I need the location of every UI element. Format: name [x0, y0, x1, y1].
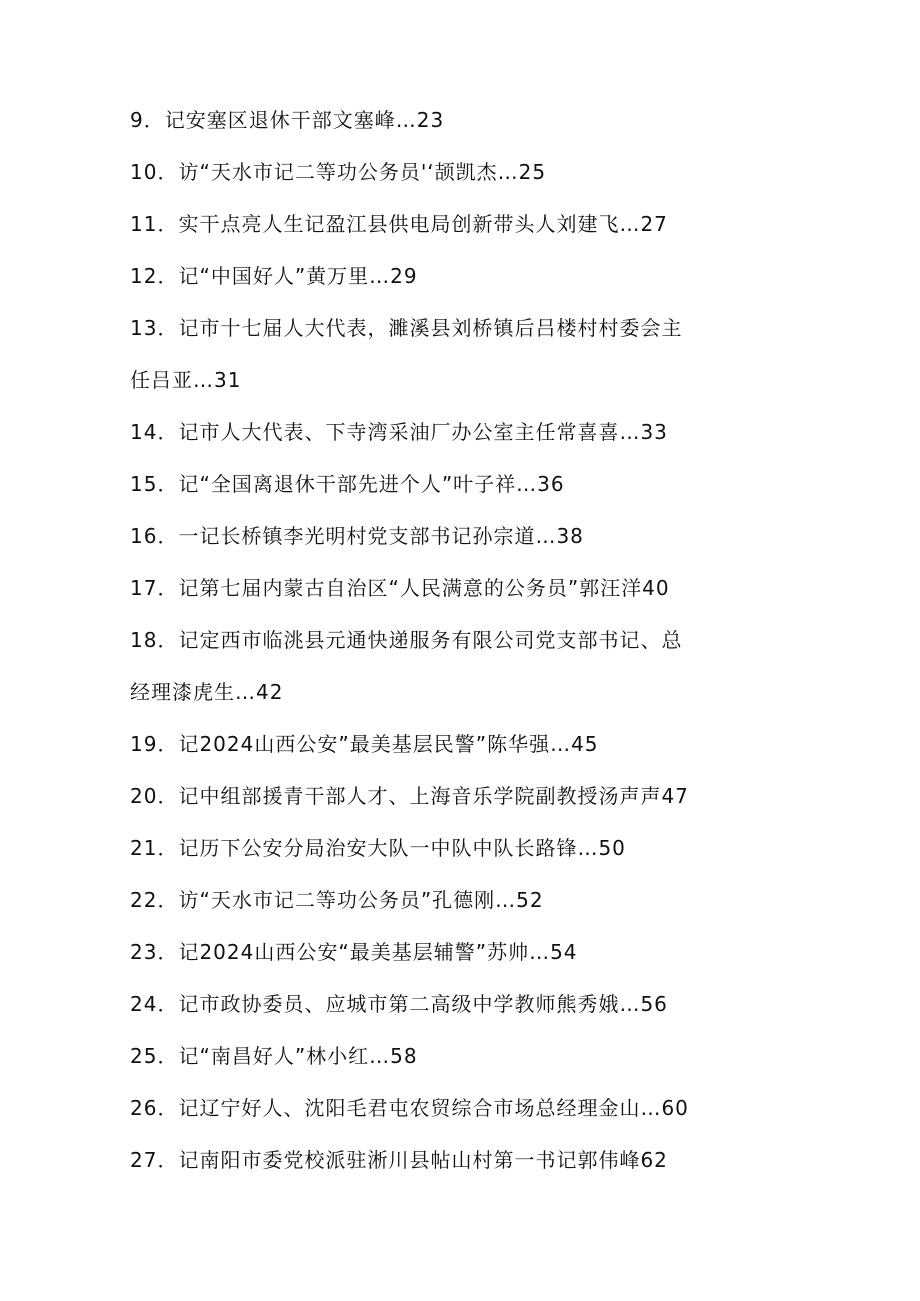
toc-entry-number: 20 [130, 784, 158, 808]
toc-entry-number: 14 [130, 420, 158, 444]
toc-entry-number: 21 [130, 836, 158, 860]
toc-entry-text: ．记“中国好人”黄万里…29 [157, 264, 418, 288]
toc-entry [130, 510, 770, 562]
toc-entry-number: 10 [130, 160, 158, 184]
toc-entry [130, 978, 770, 1030]
toc-entry-text: 任吕亚…31 [130, 368, 242, 392]
toc-entry-text: ．一记长桥镇李光明村党支部书记孙宗道…38 [157, 524, 584, 548]
table-of-contents [130, 94, 770, 1186]
toc-entry-text: ．记市十七届人大代表，濉溪县刘桥镇后吕楼村村委会主 [157, 316, 683, 340]
toc-entry [130, 406, 770, 458]
toc-entry-text: ．记安塞区退休干部文塞峰…23 [143, 108, 445, 132]
toc-entry-text: ．记辽宁好人、沈阳毛君屯农贸综合市场总经理金山…60 [157, 1096, 689, 1120]
toc-entry [130, 94, 770, 146]
toc-entry [130, 874, 770, 926]
toc-entry-number: 9 [130, 108, 144, 132]
toc-entry [130, 458, 770, 510]
toc-entry-text: ．记中组部援青干部人才、上海音乐学院副教授汤声声47 [157, 784, 689, 808]
toc-entry-number: 18 [130, 628, 158, 652]
toc-entry-text: ．访“天水市记二等功公务员”孔德刚…52 [157, 888, 544, 912]
toc-entry-number: 25 [130, 1044, 158, 1068]
toc-entry-text: ．实干点亮人生记盈江县供电局创新带头人刘建飞…27 [157, 212, 668, 236]
toc-entry-number: 26 [130, 1096, 158, 1120]
toc-entry-number: 12 [130, 264, 158, 288]
toc-entry [130, 302, 770, 354]
toc-entry-continuation [130, 354, 770, 406]
toc-entry-text: ．记南阳市委党校派驻淅川县帖山村第一书记郭伟峰62 [157, 1148, 668, 1172]
toc-entry [130, 1030, 770, 1082]
toc-entry-number: 19 [130, 732, 158, 756]
toc-entry-number: 13 [130, 316, 158, 340]
toc-entry [130, 146, 770, 198]
toc-entry-text: ．访“天水市记二等功公务员'‘颉凯杰…25 [157, 160, 547, 184]
toc-entry-number: 15 [130, 472, 158, 496]
toc-entry [130, 770, 770, 822]
toc-entry-text: ．记历下公安分局治安大队一中队中队长路锋…50 [157, 836, 626, 860]
toc-entry [130, 250, 770, 302]
toc-entry-number: 11 [130, 212, 158, 236]
toc-entry-text: ．记定西市临洮县元通快递服务有限公司党支部书记、总 [157, 628, 683, 652]
toc-entry-continuation [130, 666, 770, 718]
toc-entry-text: ．记“南昌好人”林小红…58 [157, 1044, 418, 1068]
toc-entry [130, 614, 770, 666]
toc-entry [130, 1082, 770, 1134]
toc-entry-number: 23 [130, 940, 158, 964]
toc-entry-number: 22 [130, 888, 158, 912]
toc-entry-text: 经理漆虎生…42 [130, 680, 284, 704]
toc-entry [130, 1134, 770, 1186]
toc-entry-text: ．记2024山西公安”最美基层民警”陈华强…45 [157, 732, 599, 756]
toc-entry [130, 926, 770, 978]
toc-entry [130, 822, 770, 874]
toc-entry-number: 16 [130, 524, 158, 548]
toc-entry-text: ．记市政协委员、应城市第二高级中学教师熊秀娥…56 [157, 992, 668, 1016]
toc-entry-number: 24 [130, 992, 158, 1016]
toc-entry-text: ．记“全国离退休干部先进个人”叶子祥…36 [157, 472, 565, 496]
toc-entry-number: 27 [130, 1148, 158, 1172]
toc-entry-number: 17 [130, 576, 158, 600]
toc-entry-text: ．记市人大代表、下寺湾采油厂办公室主任常喜喜…33 [157, 420, 668, 444]
toc-entry-text: ．记第七届内蒙古自治区“人民满意的公务员”郭汪洋40 [157, 576, 670, 600]
toc-entry [130, 718, 770, 770]
toc-entry [130, 198, 770, 250]
toc-entry-text: ．记2024山西公安“最美基层辅警”苏帅…54 [157, 940, 578, 964]
toc-entry [130, 562, 770, 614]
